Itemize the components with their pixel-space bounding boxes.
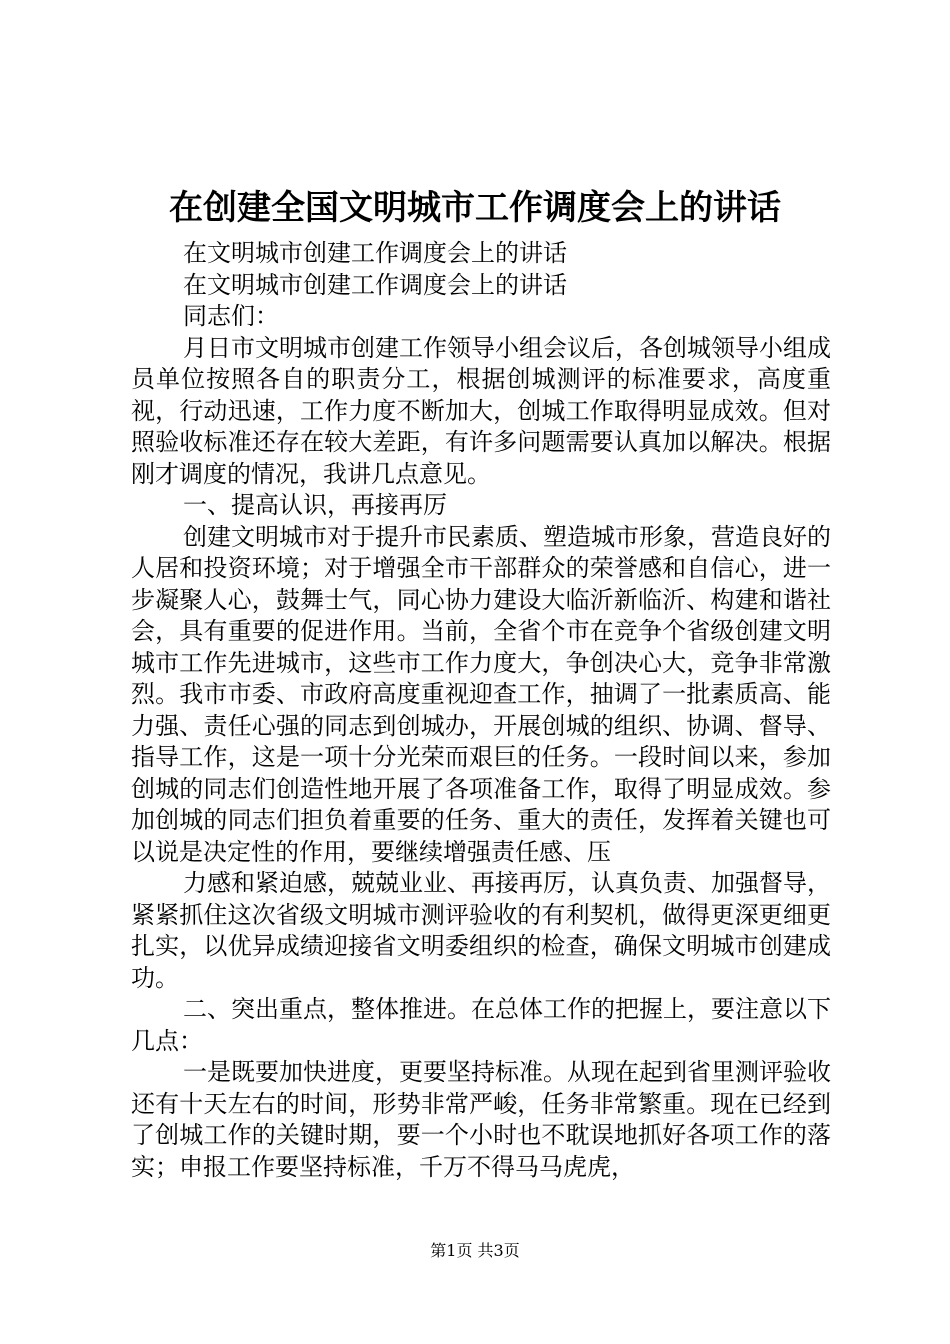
section-heading: 二、突出重点，整体推进。在总体工作的把握上，要注意以下几点：: [131, 995, 831, 1055]
salutation: 同志们：: [183, 302, 279, 330]
subtitle-line: 在文明城市创建工作调度会上的讲话: [183, 270, 567, 299]
document-body: [131, 238, 831, 1183]
body-paragraph: 力感和紧迫感，兢兢业业、再接再厉，认真负责、加强督导，紧紧抓住这次省级文明城市测评验收的有利契机，做得更深更细更扎实，以优异成绩迎接省文明委组织的检查，确保文明城市创建成功。: [131, 869, 831, 992]
body-paragraph: 一是既要加快进度，更要坚持标准。从现在起到省里测评验收还有十天左右的时间，形势非常严峻，任务非常繁重。现在已经到了创城工作的关键时期，要一个小时也不耽误地抓好各项工作的落实；申报工作要坚持标准，千万不得马马虎虎，: [131, 1058, 831, 1181]
subtitle-line: 在文明城市创建工作调度会上的讲话: [183, 239, 567, 267]
section-heading: 一、提高认识，再接再厉: [183, 491, 447, 519]
body-paragraph: 创建文明城市对于提升市民素质、塑造城市形象，营造良好的人居和投资环境；对于增强全市干部群众的荣誉感和自信心，进一步凝聚人心，鼓舞士气，同心协力建设大临沂新临沂、构建和谐社会，具有重要的促进作用。当前，全省个市在竞争个省级创建文明城市工作先进城市，这些市工作力度大，争创决心大，竞争非常激烈。我市市委、市政府高度重视迎查工作，抽调了一批素质高、能力强、责任心强的同志到创城办，开展创城的组织、协调、督导、指导工作，这是一项十分光荣而艰巨的任务。一段时间以来，参加创城的同志们创造性地开展了各项准备工作，取得了明显成效。参加创城的同志们担负着重要的任务、重大的责任，发挥着关键也可以说是决定性的作用，要继续增强责任感、压: [131, 522, 831, 866]
page-number-footer: 第1页 共3页: [430, 1241, 520, 1260]
body-paragraph: 月日市文明城市创建工作领导小组会议后，各创城领导小组成员单位按照各自的职责分工，根据创城测评的标准要求，高度重视，行动迅速，工作力度不断加大，创城工作取得明显成效。但对照验收标准还存在较大差距，有许多问题需要认真加以解决。根据刚才调度的情况，我讲几点意见。: [131, 333, 831, 488]
document-title: 在创建全国文明城市工作调度会上的讲话: [169, 188, 781, 228]
